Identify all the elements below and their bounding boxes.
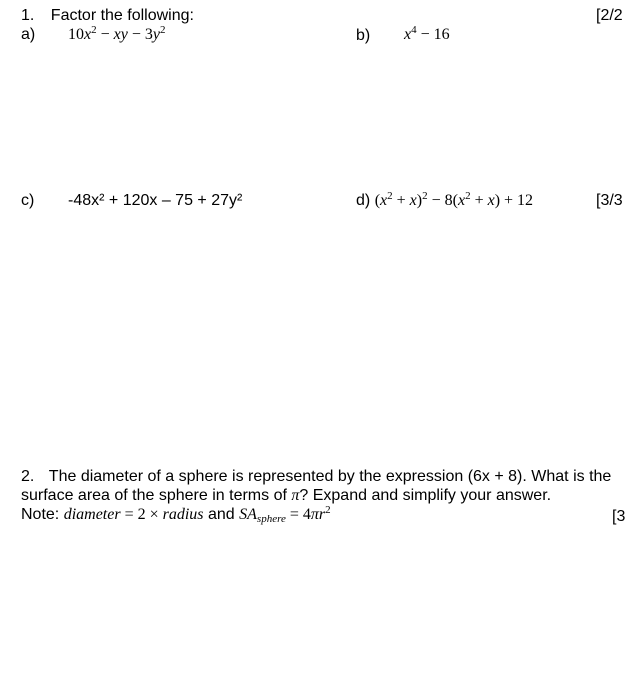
note-label: Note: [21,506,60,523]
question-2-text-1: The diameter of a sphere is represented by the expression (6x + 8). What is the [48,468,612,485]
diameter-formula: diameter = 2 × radius [63,506,204,523]
question-1-marks-top: [2/2 [596,7,623,24]
part-d-expression: $(x^2 + x)^2 - 8(x^2 + x) + 12$ [374,190,534,209]
question-2-line-2 [21,487,551,505]
question-2-marks: [3 [612,508,625,525]
question-2-line-1 [21,468,611,486]
part-a-label: a) [21,26,36,43]
part-c-label: c) [21,192,35,209]
part-a-expression: $10x^2$ − xy − $3y^2$ [68,24,166,43]
part-b-expression: $x^4 - 16$ [404,24,450,43]
note-and: and [207,506,235,523]
question-1-title: Factor the following: [50,7,194,24]
pi-symbol: π [291,487,300,504]
question-1-number: 1. [21,7,35,24]
question-2-text-2a: surface area of the sphere in terms of [21,487,287,504]
part-d-label: d) [356,192,371,209]
question-2-note [21,506,331,524]
part-d [356,192,533,210]
question-2-text-2b: ? Expand and simplify your answer. [299,487,552,504]
question-1-marks-cd: [3/3 [596,192,623,209]
question-2-number: 2. [21,468,35,485]
question-1-heading [21,7,194,25]
part-c-expression: -48x² + 120x – 75 + 27y² [68,192,243,209]
surface-area-formula: $SA_{sphere} = 4\pi r^2$ [239,504,331,525]
part-b-label: b) [356,27,371,44]
